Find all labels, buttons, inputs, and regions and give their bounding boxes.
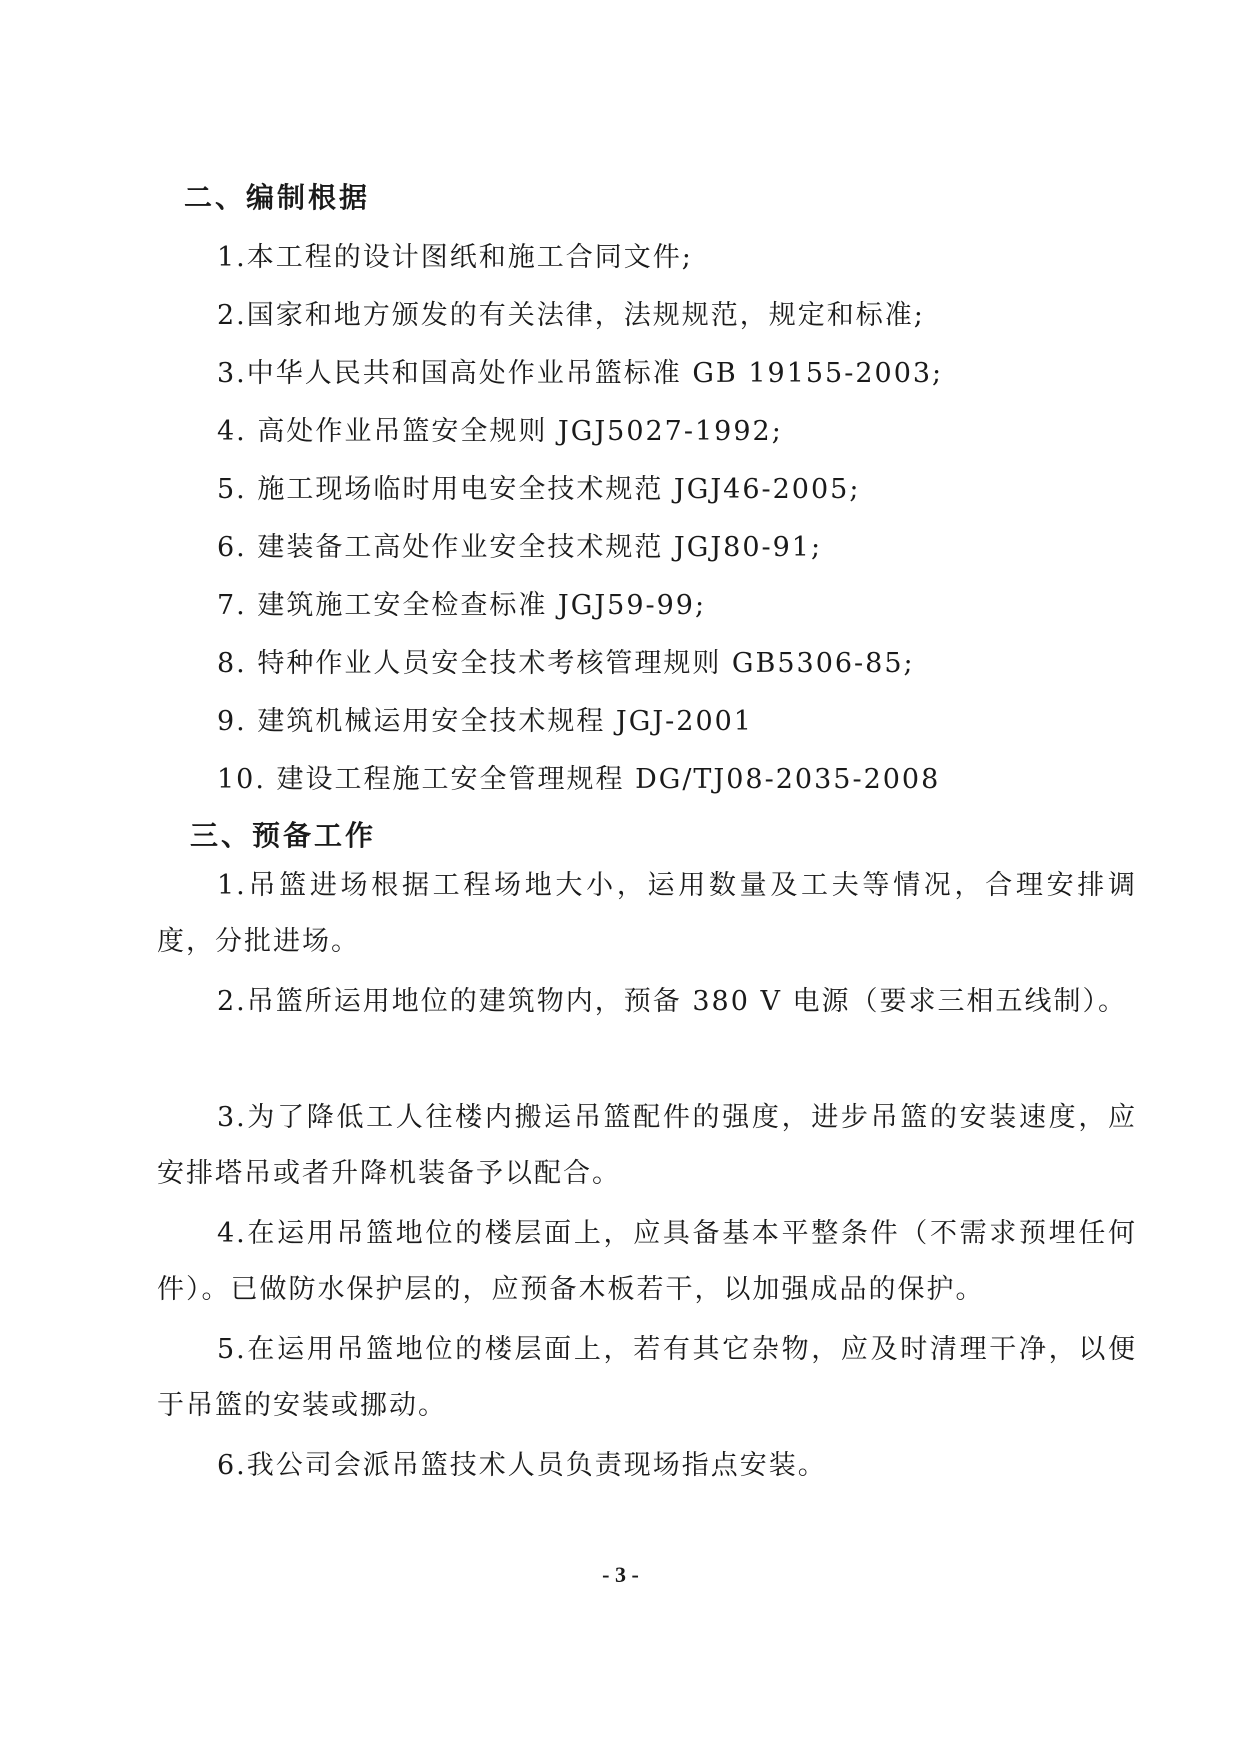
reference-item-7: 7. 建筑施工安全检查标准 JGJ59-99; [217,590,707,621]
reference-item-8: 8. 特种作业人员安全技术考核管理规则 GB5306-85; [217,648,915,679]
preparation-paragraph-5: 5.在运用吊篮地位的楼层面上，若有其它杂物，应及时清理干净，以便于吊篮的安装或挪动。 [157,1334,1137,1421]
reference-item-4: 4. 高处作业吊篮安全规则 JGJ5027-1992; [217,416,783,447]
preparation-paragraph-4: 4.在运用吊篮地位的楼层面上，应具备基本平整条件（不需求预埋任何件）。已做防水保护层的，应预备木板若干，以加强成品的保护。 [157,1218,1137,1305]
reference-item-6: 6. 建装备工高处作业安全技术规范 JGJ80-91; [217,532,823,563]
reference-item-1: 1.本工程的设计图纸和施工合同文件; [217,242,693,273]
reference-item-5: 5. 施工现场临时用电安全技术规范 JGJ46-2005; [217,474,861,505]
reference-item-10: 10. 建设工程施工安全管理规程 DG/TJ08-2035-2008 [217,764,941,795]
preparation-paragraph-3: 3.为了降低工人往楼内搬运吊篮配件的强度，进步吊篮的安装速度，应安排塔吊或者升降机装备予以配合。 [157,1102,1137,1189]
reference-item-3: 3.中华人民共和国高处作业吊篮标准 GB 19155-2003; [217,358,944,389]
page-number: - 3 - [602,1562,639,1587]
reference-item-2: 2.国家和地方颁发的有关法律，法规规范，规定和标准; [217,300,925,331]
preparation-paragraph-2: 2.吊篮所运用地位的建筑物内，预备 380 V 电源（要求三相五线制）。 [217,986,1128,1017]
reference-item-9: 9. 建筑机械运用安全技术规程 JGJ-2001 [217,706,753,737]
preparation-paragraph-6: 6.我公司会派吊篮技术人员负责现场指点安装。 [217,1450,827,1481]
section-3-heading: 三、预备工作 [190,819,377,852]
section-2-heading: 二、编制根据 [184,181,371,214]
preparation-paragraph-1: 1.吊篮进场根据工程场地大小，运用数量及工夫等情况，合理安排调度，分批进场。 [157,870,1137,957]
